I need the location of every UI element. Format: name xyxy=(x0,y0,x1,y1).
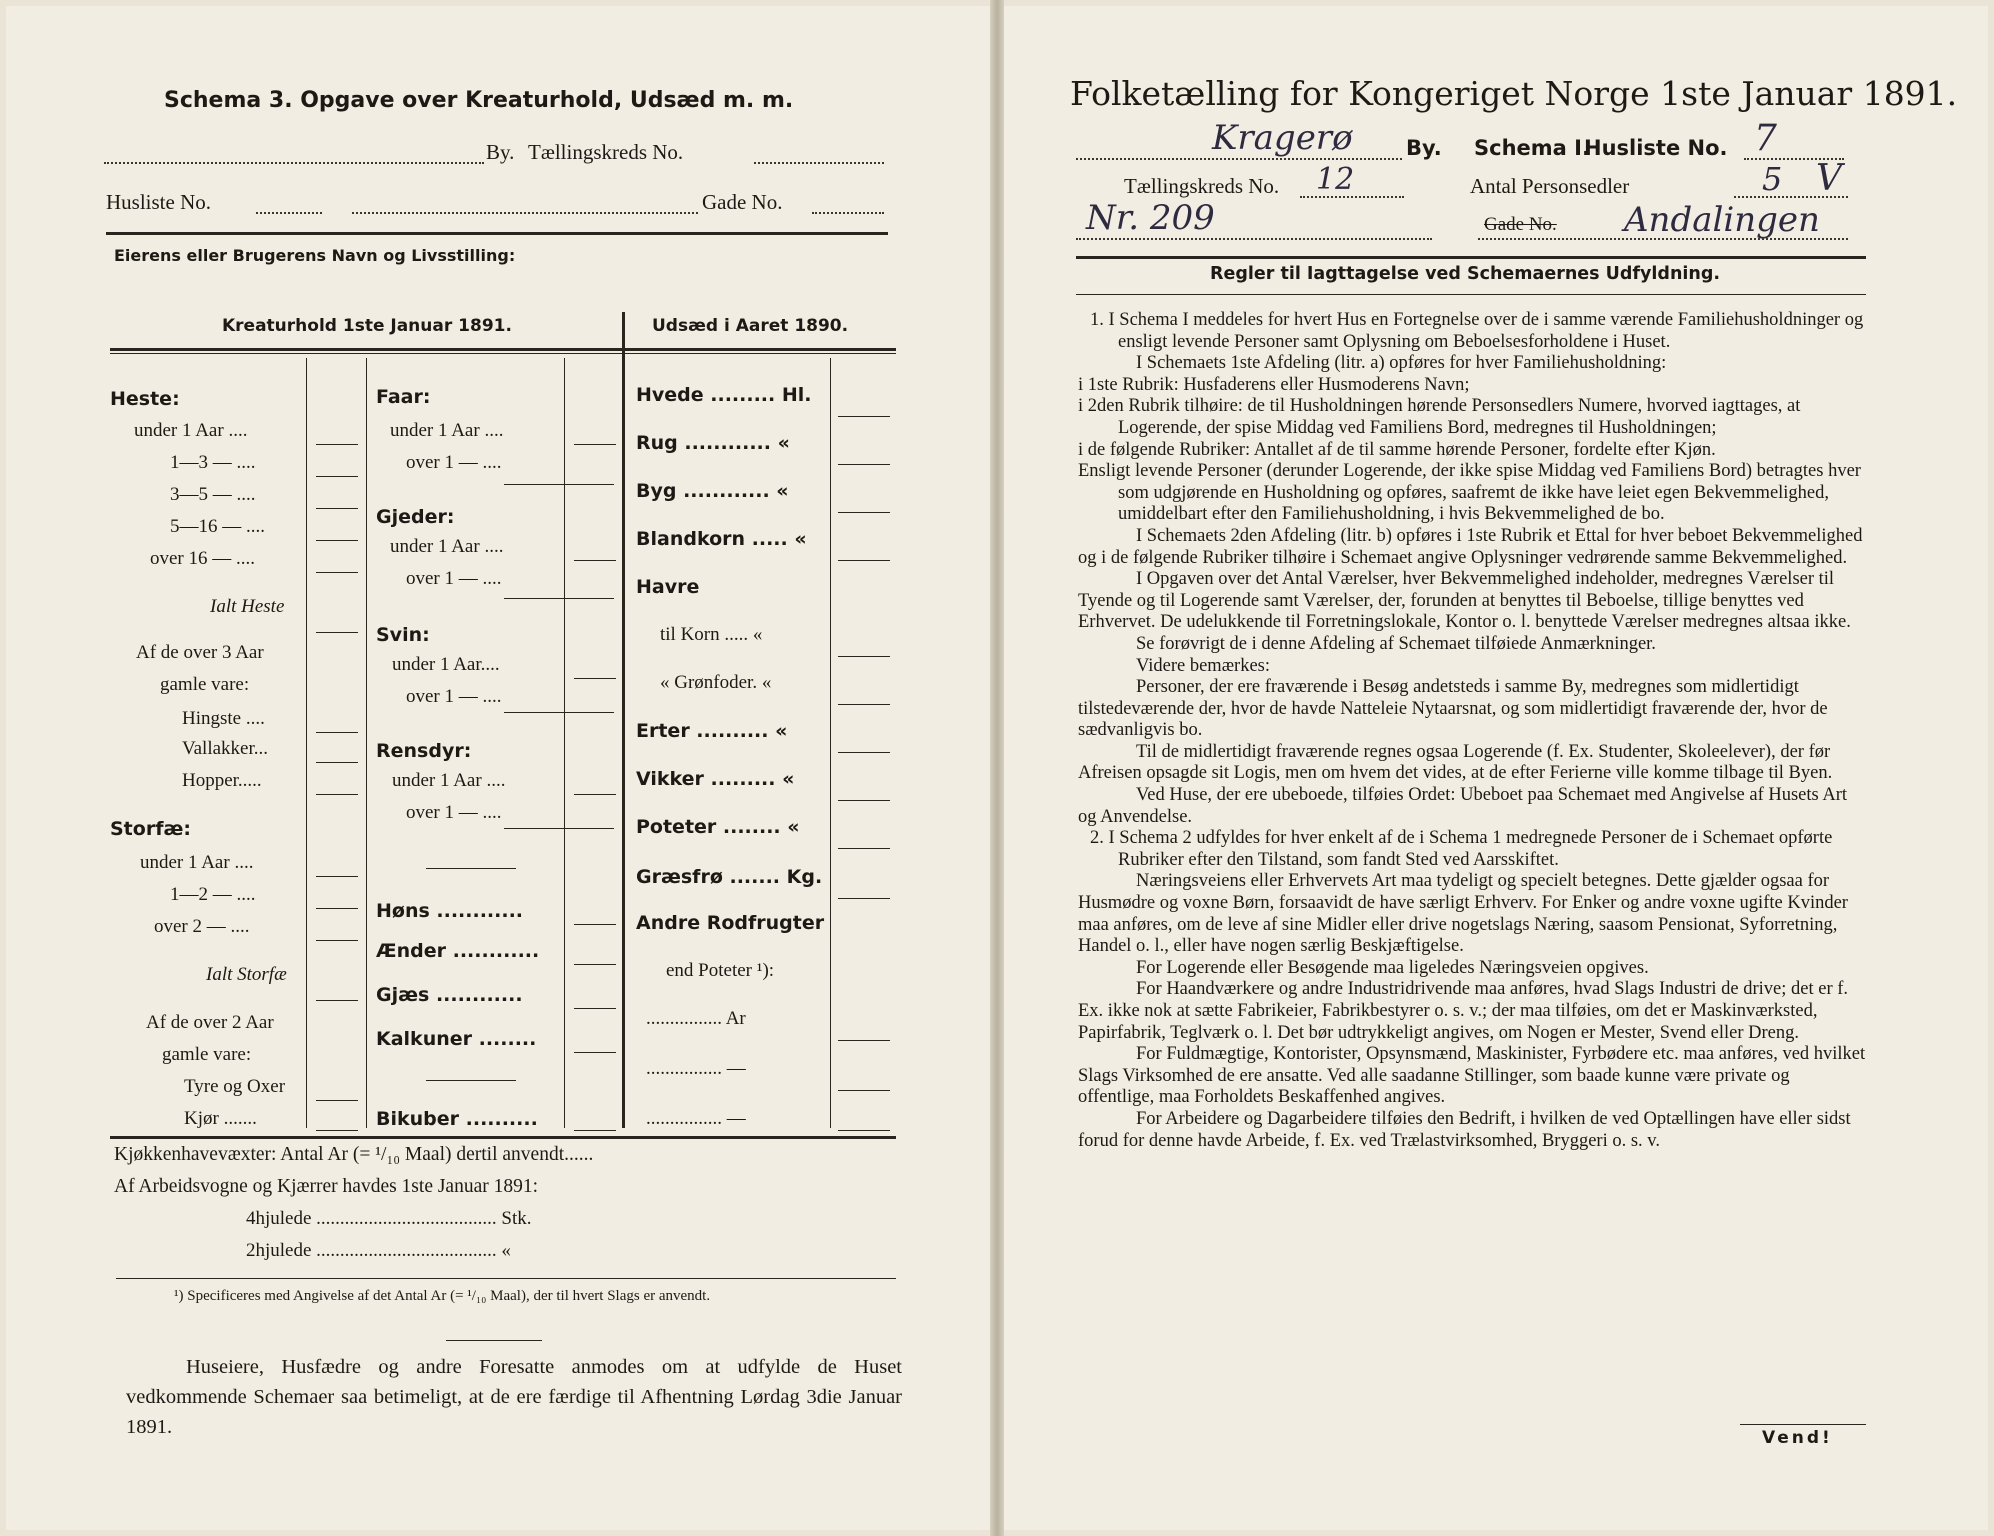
rule-1-l: Ved Huse, der ere ubeboede, tilføies Ordet: Ubeboet paa Schemaet med Angivelse af Husets Art og Anvendelse. xyxy=(1078,785,1847,827)
kreaturhold-header: Kreaturhold 1ste Januar 1891. xyxy=(222,316,512,336)
rensdyr-label: Rensdyr: xyxy=(376,740,472,762)
antal-dotted-line xyxy=(1734,196,1848,198)
answer-line xyxy=(838,1040,890,1041)
rule-1-k: Til de midlertidigt fraværende regnes ogsaa Logerende (f. Ex. Studenter, Skoleelever), der før Afreisen opsagde sit Logis, men om hvem det vides, at de efter Ferierne ville komme tilbage til Byen. xyxy=(1078,741,1833,784)
aender: Ænder ............ xyxy=(376,940,540,962)
gade-dotted-line xyxy=(352,212,698,214)
table-top-rule-2 xyxy=(110,353,896,354)
tyre-og-oxer: Tyre og Oxer xyxy=(184,1076,286,1097)
by-label-right: By. xyxy=(1406,136,1442,160)
answer-line xyxy=(574,560,616,561)
rule-2-b: For Logerende eller Besøgende maa ligeledes Næringsveien opgives. xyxy=(1136,957,1649,978)
havre-gronfoder: « Grønfoder. « xyxy=(660,672,772,693)
heste-1-3: 1—3 — .... xyxy=(170,452,256,473)
vend-label: Vend! xyxy=(1762,1428,1833,1448)
answer-line xyxy=(316,876,358,877)
answer-line xyxy=(838,464,890,465)
answer-line xyxy=(316,732,358,733)
schema-label: Schema I. xyxy=(1474,136,1590,160)
answer-line xyxy=(504,598,614,599)
answer-line xyxy=(504,828,614,829)
col-sep-2 xyxy=(366,358,367,1128)
rensdyr-over-1: over 1 — .... xyxy=(406,802,502,823)
hingste: Hingste .... xyxy=(182,708,265,729)
rule-1-g: I Opgaven over det Antal Værelser, hver Bekvemmelighed indeholder, medregnes Værelser til Tyende og til Logerende samt Værelser, der, forunden at benyttes til Beboelse, tillige benyttes ved Erhvervet. De udelukkende til Forretningslokale, Kontor o. l. benyttede Værelser medregnes altsaa ikke. xyxy=(1078,569,1851,633)
col-sep-1 xyxy=(306,358,307,1128)
4hjulede-line: 4hjulede ...................................... Stk. xyxy=(246,1208,532,1229)
gade-label-struck: Gade No. xyxy=(1484,214,1557,235)
rule-1-b: i 1ste Rubrik: Husfaderens eller Husmoderens Navn; xyxy=(1078,374,1470,395)
blandkorn: Blandkorn ..... « xyxy=(636,528,807,550)
town-handwritten: Kragerø xyxy=(1212,118,1353,158)
rule-1: 1. I Schema I meddeles for hvert Hus en Fortegnelse over de i samme værende Familiehusholdninger og ensligt levende Personer samt Oplysning om Beboelsesforholdene i Huset. xyxy=(1090,310,1864,352)
ialt-heste: Ialt Heste xyxy=(210,596,285,617)
answer-line xyxy=(838,898,890,899)
poteter: Poteter ........ « xyxy=(636,816,800,838)
kreds-dotted-line xyxy=(754,162,884,164)
gjaes: Gjæs ............ xyxy=(376,984,523,1006)
andre-rodfrugter: Andre Rodfrugter xyxy=(636,912,825,934)
udsaed-header: Udsæd i Aaret 1890. xyxy=(652,316,849,336)
answer-line xyxy=(574,794,616,795)
rug: Rug ............ « xyxy=(636,432,790,454)
svin-over-1: over 1 — .... xyxy=(406,686,502,707)
heste-over-16: over 16 — .... xyxy=(150,548,256,569)
answer-line xyxy=(316,476,358,477)
rule-2-d: For Fuldmægtige, Kontorister, Opsynsmænd, Maskinister, Fyrbødere etc. maa anføres, ved hvilket Slags Virksomhed de ere ansatte. Ved alle saadanne Stillinger, som baade kunne være private og offentlige, maa Forholdets Beskaffenhed angives. xyxy=(1078,1044,1866,1108)
gade-no-dotted-line xyxy=(812,212,884,214)
rule-1-d: i de følgende Rubriker: Antallet af de til samme hørende Personer, fordelte efter Kjøn. xyxy=(1078,439,1716,460)
rule-2-e: For Arbeidere og Dagarbeidere tilføies den Bedrift, i hvilken de ved Optællingen have eller sidst forud for denne havde Arbeide, f. Ex. ved Trælastvirksomhed, Bryggeri o. s. v. xyxy=(1078,1108,1851,1151)
heste-under-1: under 1 Aar .... xyxy=(134,420,248,441)
rule-2: 2. I Schema 2 udfyldes for hver enkelt af de i Schema 1 medregnede Personer de i Schemaet opførte Rubriker efter den Tilstand, som fandt Sted ved Aarsskiftet. xyxy=(1090,828,1833,870)
answer-line xyxy=(838,704,890,705)
page-fold xyxy=(990,0,1004,1536)
end-poteter: end Poteter ¹): xyxy=(666,960,775,981)
town-dotted-line xyxy=(1076,158,1402,160)
rule-1-c: i 2den Rubrik tilhøire: de til Husholdningen hørende Personsedlers Numere, hvorved iagttages, at Logerende, der spise Middag ved Familiens Bord, medregnes til Husholdningen; xyxy=(1078,396,1801,438)
table-bottom-rule xyxy=(110,1136,896,1139)
rule-1-f: I Schemaets 2den Afdeling (litr. b) opføres i 1ste Rubrik et Ettal for hver beboet Bekvemmelighed og i de følgende Rubriker tilhøire i Schemaet angive Oplysninger vedrørende samme Bekvemmelighed. xyxy=(1078,525,1863,568)
answer-line xyxy=(838,656,890,657)
answer-line xyxy=(316,632,358,633)
answer-line xyxy=(316,908,358,909)
answer-line xyxy=(574,1130,616,1131)
separator-short xyxy=(426,868,516,869)
faar-label: Faar: xyxy=(376,386,431,408)
by-dotted-line xyxy=(104,162,484,164)
answer-line xyxy=(316,1130,358,1131)
storfae-over-2: over 2 — .... xyxy=(154,916,250,937)
answer-line xyxy=(316,794,358,795)
answer-line xyxy=(838,1090,890,1091)
husliste-label: Husliste No. xyxy=(106,190,211,214)
col-sep-4 xyxy=(830,358,831,1128)
answer-line xyxy=(574,444,616,445)
gamle-vare-2: gamle vare: xyxy=(162,1044,252,1065)
by-label: By. xyxy=(486,140,515,164)
kreds-label-right: Tællingskreds No. xyxy=(1124,174,1280,198)
rule-1-j: Personer, der ere fraværende i Besøg andetsteds i samme By, medregnes som midlertidigt tilstedeværende der, hvor de havde Natteleie Nytaarsnat, og som midlertidigt fraværende der, hvor de sædvanligvis bo. xyxy=(1078,677,1828,741)
answer-line xyxy=(574,1008,616,1009)
gjeder-over-1: over 1 — .... xyxy=(406,568,502,589)
antal-handwritten-2: V xyxy=(1816,158,1842,199)
vend-rule xyxy=(1740,1424,1866,1425)
answer-line xyxy=(574,924,616,925)
heste-label: Heste: xyxy=(110,388,180,410)
rule-1-a: I Schemaets 1ste Afdeling (litr. a) opføres for hver Familiehusholdning: xyxy=(1136,353,1667,374)
answer-line xyxy=(316,762,358,763)
census-title: Folketælling for Kongeriget Norge 1ste Januar 1891. xyxy=(1070,74,1958,113)
closing-rule xyxy=(446,1340,542,1341)
answer-line xyxy=(838,416,890,417)
graesfro: Græsfrø ....... Kg. xyxy=(636,866,823,888)
byg: Byg ............ « xyxy=(636,480,789,502)
gjeder-under-1: under 1 Aar .... xyxy=(390,536,504,557)
answer-line xyxy=(316,572,358,573)
street-name-handwritten: Andalingen xyxy=(1624,200,1820,240)
svin-label: Svin: xyxy=(376,624,430,646)
hons: Høns ............ xyxy=(376,900,524,922)
answer-line xyxy=(574,1052,616,1053)
arbeidsvogne-line: Af Arbeidsvogne og Kjærrer havdes 1ste Januar 1891: xyxy=(114,1176,539,1197)
husliste-number-handwritten: 7 xyxy=(1754,118,1777,159)
vikker: Vikker ......... « xyxy=(636,768,795,790)
gamle-vare-1: gamle vare: xyxy=(160,674,250,695)
rule-2-c: For Haandværkere og andre Industridrivende maa anføres, hvad Slags Industri de drive; det er f. Ex. ikke nok at sætte Fabrikeier, Fabrikbestyrer o. s. v.; der maa tilføies, om det er Maskinværksted, Papirfabrik, Teglværk o. l. Det bør udtrykkeligt angives, om Nogen er Mester, Svend eller Dreng. xyxy=(1078,979,1849,1043)
answer-line xyxy=(574,964,616,965)
answer-line xyxy=(316,508,358,509)
answer-line xyxy=(838,800,890,801)
answer-line xyxy=(838,560,890,561)
col-sep-main xyxy=(622,312,625,1128)
answer-line xyxy=(316,1000,358,1001)
answer-line xyxy=(838,752,890,753)
heste-3-5: 3—5 — .... xyxy=(170,484,256,505)
svin-under-1: under 1 Aar.... xyxy=(392,654,500,675)
footnote: ¹) Specificeres med Angivelse af det Antal Ar (= ¹/₁₀ Maal), der til hvert Slags er anvendt. xyxy=(174,1288,711,1304)
rensdyr-under-1: under 1 Aar .... xyxy=(392,770,506,791)
storfae-under-1: under 1 Aar .... xyxy=(140,852,254,873)
kreds-number-handwritten: 12 xyxy=(1316,162,1355,197)
husliste-label-right: Husliste No. xyxy=(1584,136,1728,160)
faar-under-1: under 1 Aar .... xyxy=(390,420,504,441)
table-top-rule xyxy=(110,348,896,351)
havre-til-korn: til Korn ..... « xyxy=(660,624,763,645)
hopper: Hopper..... xyxy=(182,770,262,791)
2hjulede-line: 2hjulede ...................................... « xyxy=(246,1240,511,1261)
closing-notice: Huseiere, Husfædre og andre Foresatte anmodes om at udfylde de Huset vedkommende Schemaer saa betimeligt, at de ere færdige til Afhentning Lørdag 3die Januar 1891. xyxy=(126,1356,902,1438)
rule-1-h: Se forøvrigt de i denne Afdeling af Schemaet tilføiede Anmærkninger. xyxy=(1136,633,1656,654)
answer-line xyxy=(838,512,890,513)
rule-2-a: Næringsveiens eller Erhvervets Art maa tydeligt og specielt betegnes. Dette gjælder ogsaa for Husmødre og voxne Børn, forsaavidt de have særligt Erhverv. For Enker og andre voxne ugifte Kvinder maa anføres, om de leve af sine Midler eller drive nogetslags Næring, saasom Pensionat, Syforretning, Handel o. l., eller have nogen særlig Beskjæftigelse. xyxy=(1078,871,1848,957)
gjeder-label: Gjeder: xyxy=(376,506,455,528)
schema3-title: Schema 3. Opgave over Kreaturhold, Udsæd m. m. xyxy=(164,88,794,113)
owner-label: Eierens eller Brugerens Navn og Livsstilling: xyxy=(114,246,516,265)
vallakker: Vallakker... xyxy=(182,738,269,759)
antal-handwritten: 5 xyxy=(1762,160,1783,198)
kalkuner: Kalkuner ........ xyxy=(376,1028,537,1050)
answer-line xyxy=(316,1100,358,1101)
answer-line xyxy=(316,540,358,541)
antal-label: Antal Personsedler xyxy=(1470,174,1630,198)
rule-1-i: Videre bemærkes: xyxy=(1136,655,1270,676)
col-sep-3 xyxy=(564,358,565,1128)
af-over-2-aar: Af de over 2 Aar xyxy=(146,1012,274,1033)
street-dotted-line xyxy=(1076,238,1432,240)
header-rule xyxy=(106,232,888,235)
street-number-handwritten: Nr. 209 xyxy=(1086,198,1215,238)
rodfrugter-blank-2: ................ — xyxy=(646,1108,746,1129)
answer-line xyxy=(316,940,358,941)
ialt-storfae: Ialt Storfæ xyxy=(206,964,287,985)
answer-line xyxy=(574,678,616,679)
husliste-dotted-line xyxy=(256,212,322,214)
rodfrugter-ar: ................ Ar xyxy=(646,1008,746,1029)
answer-line xyxy=(838,848,890,849)
street-name-dotted-line xyxy=(1478,238,1848,240)
kjor: Kjør ....... xyxy=(184,1108,257,1129)
answer-line xyxy=(504,712,614,713)
footnote-rule xyxy=(116,1278,896,1279)
answer-line xyxy=(316,444,358,445)
left-page-schema-3 xyxy=(6,6,990,1530)
storfae-label: Storfæ: xyxy=(110,818,191,840)
heste-5-16: 5—16 — .... xyxy=(170,516,265,537)
faar-over-1: over 1 — .... xyxy=(406,452,502,473)
havre: Havre xyxy=(636,576,700,598)
gade-label: Gade No. xyxy=(702,190,783,214)
answer-line xyxy=(838,1130,890,1131)
kreds-label: Tællingskreds No. xyxy=(528,140,684,164)
answer-line xyxy=(504,484,614,485)
bikuber: Bikuber .......... xyxy=(376,1108,538,1130)
erter: Erter .......... « xyxy=(636,720,788,742)
kreds-dotted-line-right xyxy=(1300,196,1404,198)
storfae-1-2: 1—2 — .... xyxy=(170,884,256,905)
right-header-rule xyxy=(1076,256,1866,259)
separator-short-2 xyxy=(426,1080,516,1081)
kjokkenhave-line: Kjøkkenhavevæxter: Antal Ar (= ¹/₁₀ Maal) dertil anvendt...... xyxy=(114,1144,594,1165)
rules-title-rule xyxy=(1076,294,1866,295)
rule-1-e: Ensligt levende Personer (derunder Logerende, der ikke spise Middag ved Familiens Bord) betragtes hver som udgjørende en Husholdning og opføres, saafremt de ikke have leiet egen Bekvemmelighed, umiddelbart efter den Familiehusholdning, i hvis Bekvemmelighed de bo. xyxy=(1078,461,1861,525)
af-over-3-aar: Af de over 3 Aar xyxy=(136,642,264,663)
rules-text xyxy=(1078,310,1868,1152)
rodfrugter-blank-1: ................ — xyxy=(646,1058,746,1079)
hvede: Hvede ......... Hl. xyxy=(636,384,812,406)
rules-title: Regler til Iagttagelse ved Schemaernes Udfyldning. xyxy=(1210,264,1721,284)
